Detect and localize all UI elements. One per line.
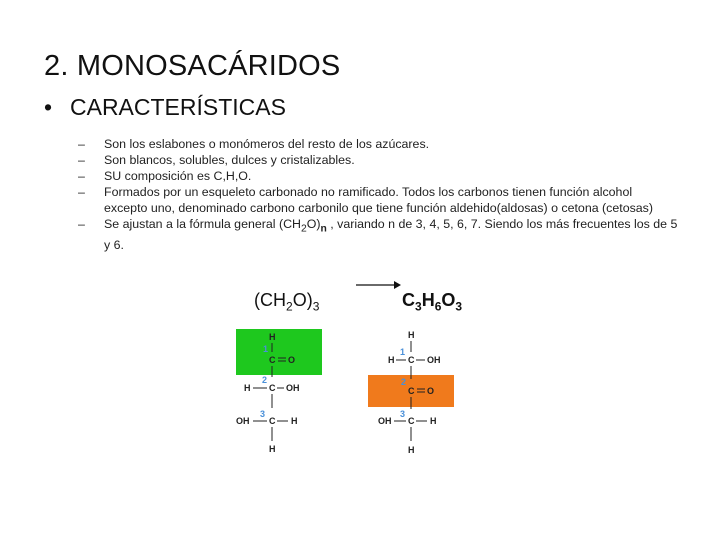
item-text: Se ajustan a la fórmula general $(CH_2O)_n$ , variando n de 3, 4, 5, 6, 7. Siendo los más frecuentes los de 5 y 6. xyxy=(104,217,678,253)
atom-label: OH xyxy=(378,416,392,426)
atom-label: O xyxy=(288,355,296,365)
atom-label: H xyxy=(269,332,276,342)
atom-label: OH xyxy=(286,383,300,393)
carbon-number: 3 xyxy=(260,409,266,419)
atom-label: OH xyxy=(427,355,441,365)
atom-label: C xyxy=(269,383,276,393)
bullet-icon: • xyxy=(44,94,53,120)
carbon-number: 3 xyxy=(400,409,406,419)
characteristics-list xyxy=(78,136,678,253)
atom-label: C xyxy=(408,386,415,396)
carbon-number: 2 xyxy=(401,377,407,387)
list-item xyxy=(78,168,678,184)
atom-label: H xyxy=(408,330,415,340)
item-text: Son blancos, solubles, dulces y cristalizables. xyxy=(104,153,355,167)
atom-label: H xyxy=(430,416,437,426)
ketose-structure xyxy=(368,325,478,470)
aldehyde-highlight xyxy=(236,329,322,375)
atom-label: H xyxy=(408,445,415,455)
atom-label: C xyxy=(269,416,276,426)
atom-label: C xyxy=(408,416,415,426)
atom-label: H xyxy=(291,416,298,426)
carbon-number: 1 xyxy=(400,347,406,357)
section-label: CARACTERÍSTICAS xyxy=(70,94,286,120)
dash-marker: – xyxy=(78,137,85,151)
dash-marker: – xyxy=(78,185,85,199)
aldose-structure xyxy=(226,325,336,470)
list-item xyxy=(78,216,678,253)
dash-marker: – xyxy=(78,169,85,183)
atom-label: C xyxy=(408,355,415,365)
dash-marker: – xyxy=(78,217,85,231)
atom-label: OH xyxy=(236,416,250,426)
atom-label: H xyxy=(269,444,276,454)
arrow-icon xyxy=(356,278,402,292)
item-text: SU composición es C,H,O. xyxy=(104,169,252,183)
carbon-number: 2 xyxy=(262,375,268,385)
dash-marker: – xyxy=(78,153,85,167)
formula-general: $(CH_2O)_3$ xyxy=(254,290,320,314)
list-item xyxy=(78,152,678,168)
atom-label: H xyxy=(244,383,251,393)
list-item xyxy=(78,184,678,216)
atom-label: C xyxy=(269,355,276,365)
item-text: Son los eslabones o monómeros del resto de los azúcares. xyxy=(104,137,430,151)
page-title: 2. MONOSACÁRIDOS xyxy=(44,50,341,82)
item-text: Formados por un esqueleto carbonado no ramificado. Todos los carbonos tienen función alcohol excepto uno, denominado carbono carbonilo que tiene función aldehido(aldosas) o cetona (cetosas) xyxy=(104,185,653,215)
list-item xyxy=(78,136,678,152)
atom-label: O xyxy=(427,386,435,396)
atom-label: H xyxy=(388,355,395,365)
formula-molecular: $C_3H_6O_3$ xyxy=(402,290,463,314)
carbon-number: 1 xyxy=(263,344,269,354)
section-heading xyxy=(44,94,286,121)
